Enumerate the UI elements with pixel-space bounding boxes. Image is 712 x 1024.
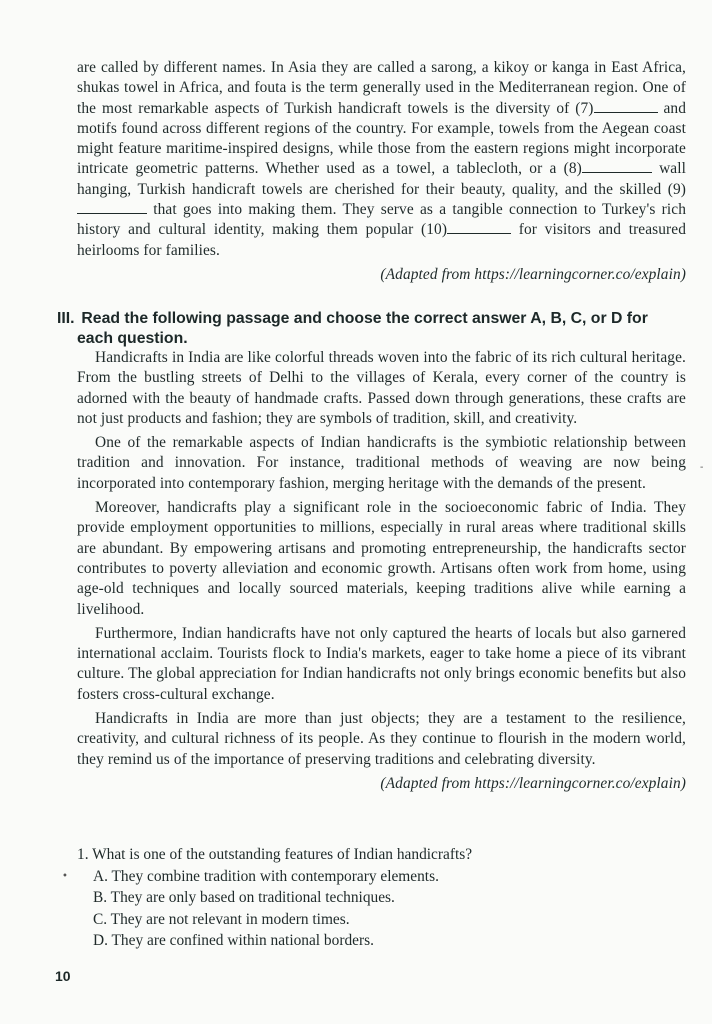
answer-option-d[interactable]: D. They are confined within national borders. [93, 932, 374, 949]
question-1 [77, 844, 677, 952]
stray-mark: • [62, 871, 68, 882]
blank-label-10: (10) [421, 221, 448, 239]
cloze-text-segment: are called by different names. In Asia they are called a sarong, a kikoy or kanga in East Africa, shukas towel in Africa, and fouta is the term generally used in the Mediterranean region. One of the most remarkable aspects of Turkish handicraft towels is the diversity of [77, 59, 686, 117]
cloze-text-segment: for visitors and treasured heirlooms for families. [77, 221, 686, 259]
blank-label-8: (8) [563, 160, 582, 178]
passage-paragraph: Handicrafts in India are like colorful threads woven into the fabric of its rich cultural heritage. From the bustling streets of Delhi to the villages of Kerala, every corner of the country is adorned with the beauty of handmade crafts. Passed down through generations, these crafts are not just products and fashion; they are symbols of tradition, skill, and creativity. [77, 349, 686, 427]
source-citation: (Adapted from https://learningcorner.co/explain) [380, 774, 686, 792]
source-citation: (Adapted from https://learningcorner.co/explain) [380, 265, 686, 283]
passage-paragraph: One of the remarkable aspects of Indian handicrafts is the symbiotic relationship between tradition and innovation. For instance, traditional methods of weaving are now being incorporated into contemporary fashion, merging heritage with the demands of the present. [77, 434, 686, 492]
section-heading [57, 309, 687, 349]
passage-paragraph: Handicrafts in India are more than just objects; they are a testament to the resilience, creativity, and cultural richness of its people. As they continue to flourish in the modern world, they remind us of the importance of preserving traditions and celebrating diversity. [77, 710, 686, 768]
blank-8[interactable] [582, 160, 652, 173]
answer-option-b[interactable]: B. They are only based on traditional techniques. [93, 889, 395, 906]
answer-option-a[interactable]: A. They combine tradition with contemporary elements. [93, 867, 439, 885]
blank-10[interactable] [447, 221, 511, 234]
stray-mark: - [700, 462, 704, 473]
section-number: III. [57, 310, 75, 327]
passage-paragraph: Moreover, handicrafts play a significant role in the socioeconomic fabric of India. They provide employment opportunities to millions, especially in rural areas where traditional skills are abundant. By empowering artisans and promoting entrepreneurship, the handicrafts sector contributes to poverty alleviation and economic growth. Artisans often work from home, using age-old techniques and locally sourced materials, keeping traditions alive while earning a livelihood. [77, 499, 686, 618]
cloze-passage [77, 58, 686, 285]
blank-label-9: (9) [667, 180, 686, 198]
blank-7[interactable] [594, 100, 658, 113]
blank-label-7: (7) [575, 99, 594, 117]
answer-option-c[interactable]: C. They are not relevant in modern times. [93, 910, 350, 928]
section-instruction: Read the following passage and choose the correct answer A, B, C, or D for [81, 310, 648, 327]
cloze-text-segment: and motifs found across different regions of the country. For example, towels from the Aegean coast might feature maritime-inspired designs, while those from the eastern regions might incorporate intricate geometric patterns. Whether used as a towel, a tablecloth, or a [77, 99, 686, 178]
cloze-text-segment: that goes into making them. They serve as a tangible connection to Turkey's rich history and cultural identity, making them popular [77, 201, 686, 239]
cloze-paragraph [77, 58, 686, 261]
cloze-text-segment: wall hanging, Turkish handicraft towels are cherished for their beauty, quality, and the skilled [77, 160, 686, 198]
page-number: 10 [55, 968, 71, 984]
reading-passage [77, 348, 686, 794]
section-heading-line2: each question. [77, 330, 188, 347]
passage-paragraph: Furthermore, Indian handicrafts have not only captured the hearts of locals but also garnered international acclaim. Tourists flock to India's markets, eager to take home a piece of its vibrant culture. The global appreciation for Indian handicrafts not only brings economic benefits but also fosters cross-cultural exchange. [77, 624, 686, 703]
question-stem: 1. What is one of the outstanding features of Indian handicrafts? [77, 846, 473, 863]
section-heading-line1 [57, 309, 687, 329]
blank-9[interactable] [77, 201, 147, 214]
